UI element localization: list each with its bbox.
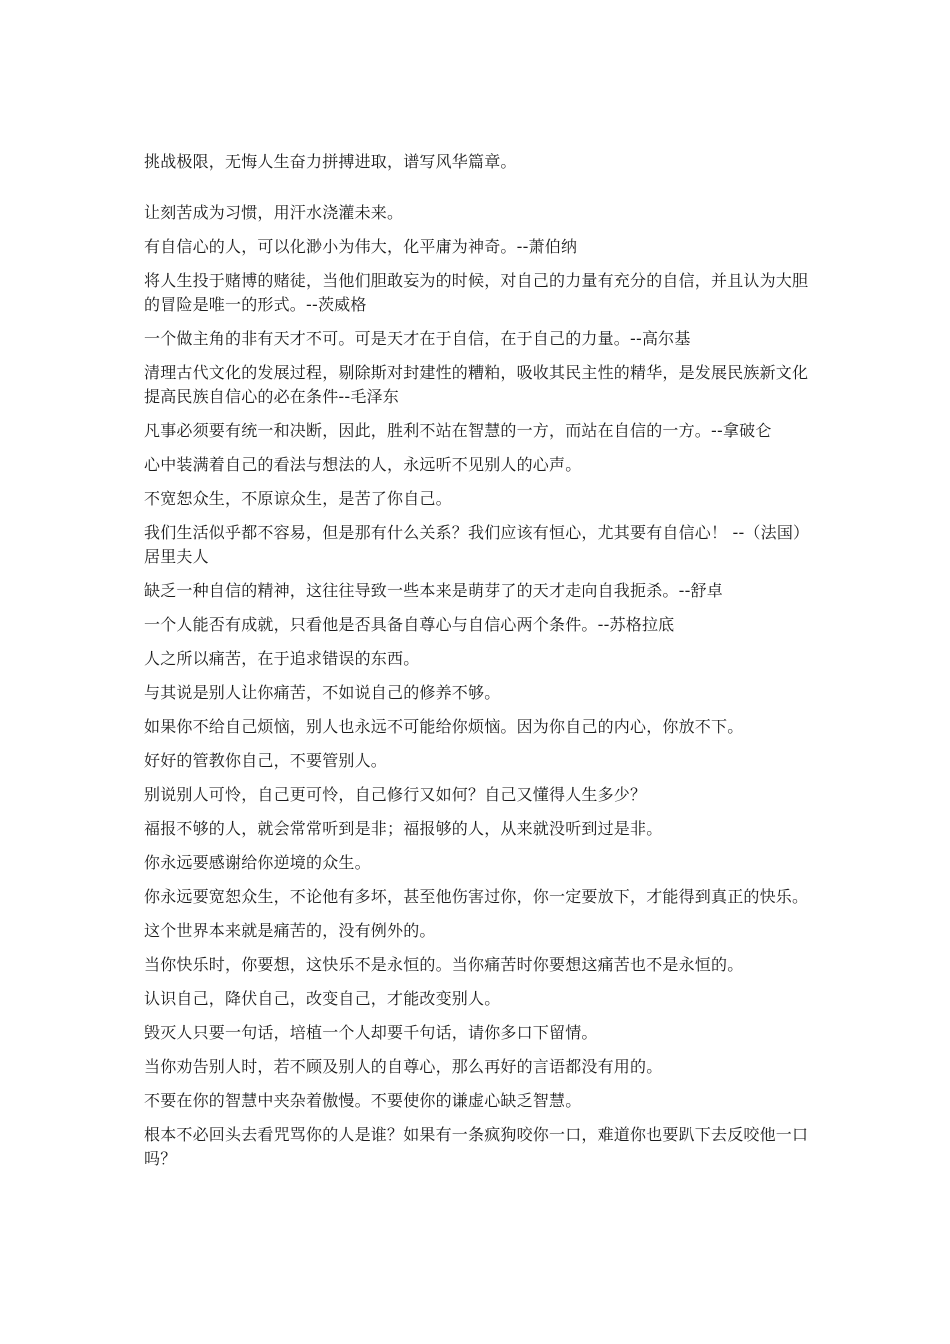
paragraph: 别说别人可怜，自己更可怜，自己修行又如何？自己又懂得人生多少？ (144, 785, 647, 804)
paragraph: 你永远要宽恕众生，不论他有多坏，甚至他伤害过你，你一定要放下，才能得到真正的快乐。 (144, 887, 809, 906)
paragraph: 不宽恕众生，不原谅众生，是苦了你自己。 (144, 489, 452, 508)
paragraph: 这个世界本来就是痛苦的，没有例外的。 (144, 921, 436, 940)
paragraph: 根本不必回头去看咒骂你的人是谁？如果有一条疯狗咬你一口，难道你也要趴下去反咬他一口吗？ (144, 1125, 809, 1168)
paragraph: 有自信心的人，可以化渺小为伟大，化平庸为神奇。--萧伯纳 (144, 237, 578, 256)
paragraph: 福报不够的人，就会常常听到是非；福报够的人，从来就没听到过是非。 (144, 819, 663, 838)
paragraph: 认识自己，降伏自己，改变自己，才能改变别人。 (144, 989, 501, 1008)
paragraph: 凡事必须要有统一和决断，因此，胜利不站在智慧的一方，而站在自信的一方。--拿破仑 (144, 421, 772, 440)
paragraph: 不要在你的智慧中夹杂着傲慢。不要使你的谦虚心缺乏智慧。 (144, 1091, 582, 1110)
paragraph: 好好的管教你自己，不要管别人。 (144, 751, 388, 770)
paragraph: 让刻苦成为习惯，用汗水浇灌未来。 (144, 203, 404, 222)
paragraph: 你永远要感谢给你逆境的众生。 (144, 853, 371, 872)
paragraph: 如果你不给自己烦恼，别人也永远不可能给你烦恼。因为你自己的内心，你放不下。 (144, 717, 744, 736)
paragraph: 挑战极限，无悔人生奋力拼搏进取，谱写风华篇章。 (144, 152, 517, 171)
paragraph: 将人生投于赌博的赌徒，当他们胆敢妄为的时候，对自己的力量有充分的自信，并且认为大胆的冒险是唯一的形式。--茨威格 (144, 271, 809, 314)
paragraph: 心中装满着自己的看法与想法的人，永远听不见别人的心声。 (144, 455, 582, 474)
paragraph: 一个人能否有成就，只看他是否具备自尊心与自信心两个条件。--苏格拉底 (144, 615, 675, 634)
paragraph: 缺乏一种自信的精神，这往往导致一些本来是萌芽了的天才走向自我扼杀。--舒卓 (144, 581, 723, 600)
paragraph: 我们生活似乎都不容易，但是那有什么关系？我们应该有恒心，尤其要有自信心！ --（法国）居里夫人 (144, 523, 810, 566)
paragraph: 人之所以痛苦，在于追求错误的东西。 (144, 649, 420, 668)
paragraph: 与其说是别人让你痛苦，不如说自己的修养不够。 (144, 683, 501, 702)
paragraph: 当你劝告别人时，若不顾及别人的自尊心，那么再好的言语都没有用的。 (144, 1057, 663, 1076)
paragraph: 一个做主角的非有天才不可。可是天才在于自信，在于自己的力量。--高尔基 (144, 329, 691, 348)
paragraph: 清理古代文化的发展过程，剔除斯对封建性的糟粕，吸收其民主性的精华，是发展民族新文化提高民族自信心的必在条件--毛泽东 (144, 363, 809, 406)
paragraph: 当你快乐时，你要想，这快乐不是永恒的。当你痛苦时你要想这痛苦也不是永恒的。 (144, 955, 744, 974)
paragraph: 毁灭人只要一句话，培植一个人却要千句话，请你多口下留情。 (144, 1023, 598, 1042)
document-body (144, 150, 812, 1181)
